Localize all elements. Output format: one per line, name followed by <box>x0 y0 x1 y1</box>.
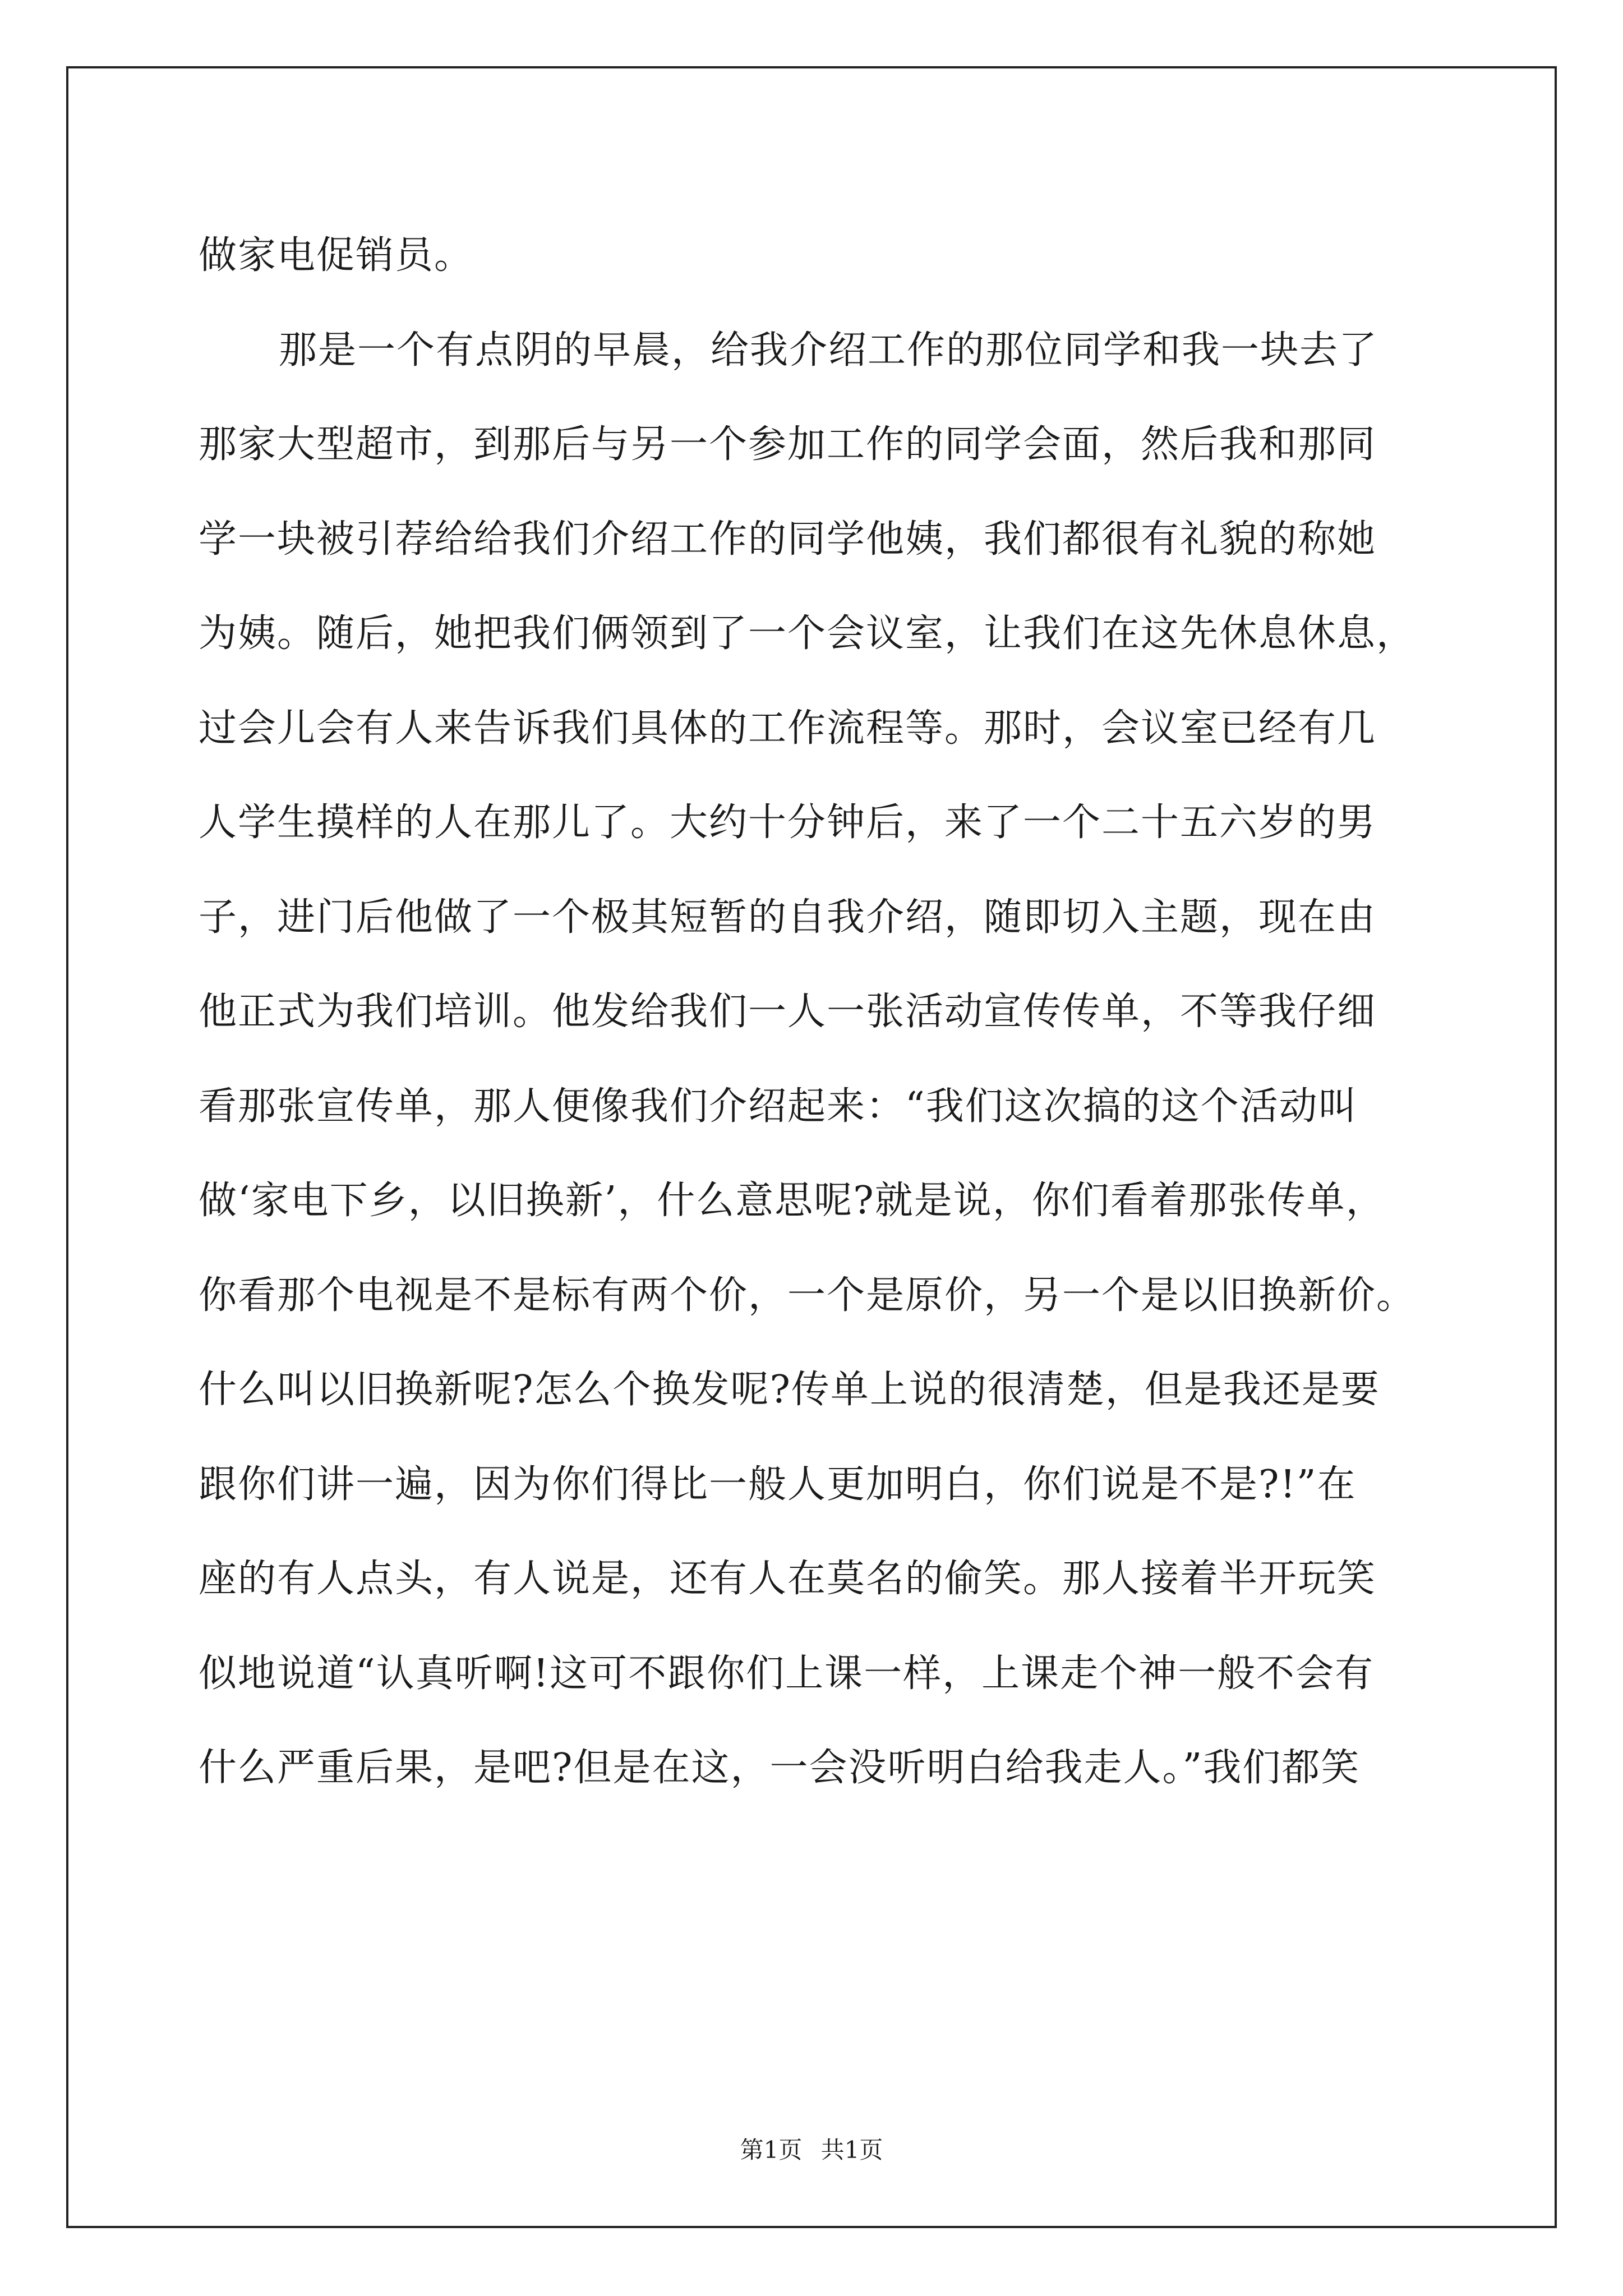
text-line: 人学生摸样的人在那儿了。大约十分钟后，来了一个二十五六岁的男 <box>199 800 1377 845</box>
page-number-footer: 第1页 共1页 <box>740 2136 883 2164</box>
text-line: 他正式为我们培训。他发给我们一人一张活动宣传传单，不等我仔细 <box>199 990 1377 1034</box>
text-line: 过会儿会有人来告诉我们具体的工作流程等。那时，会议室已经有几 <box>199 706 1377 751</box>
document-body <box>199 209 1427 1816</box>
text-line: 看那张宣传单，那人便像我们介绍起来：“我们这次搞的这个活动叫 <box>199 1084 1358 1129</box>
text-line: 子，进门后他做了一个极其短暂的自我介绍，随即切入主题，现在由 <box>199 895 1377 940</box>
text-line: 座的有人点头，有人说是，还有人在莫名的偷笑。那人接着半开玩笑 <box>199 1557 1377 1601</box>
text-line: 那家大型超市，到那后与另一个参加工作的同学会面，然后我和那同 <box>199 422 1377 467</box>
paragraph-first-line: 那是一个有点阴的早晨，给我介绍工作的那位同学和我一块去了 <box>279 328 1378 372</box>
text-line: 什么严重后果，是吧?但是在这，一会没听明白给我走人。”我们都笑 <box>199 1746 1361 1790</box>
text-line: 做‘家电下乡，以旧换新’，什么意思呢?就是说，你们看着那张传单， <box>199 1179 1385 1223</box>
text-line: 做家电促销员。 <box>199 233 474 278</box>
text-line: 跟你们讲一遍，因为你们得比一般人更加明白，你们说是不是?!”在 <box>199 1462 1357 1507</box>
text-line: 你看那个电视是不是标有两个价，一个是原价，另一个是以旧换新价。 <box>199 1273 1416 1318</box>
text-line: 似地说道“认真听啊!这可不跟你们上课一样，上课走个神一般不会有 <box>199 1651 1375 1696</box>
text-line: 什么叫以旧换新呢?怎么个换发呢?传单上说的很清楚，但是我还是要 <box>199 1368 1380 1412</box>
text-line: 学一块被引荐给给我们介绍工作的同学他姨，我们都很有礼貌的称她 <box>199 517 1377 562</box>
text-line: 为姨。随后，她把我们俩领到了一个会议室，让我们在这先休息休息， <box>199 611 1416 656</box>
